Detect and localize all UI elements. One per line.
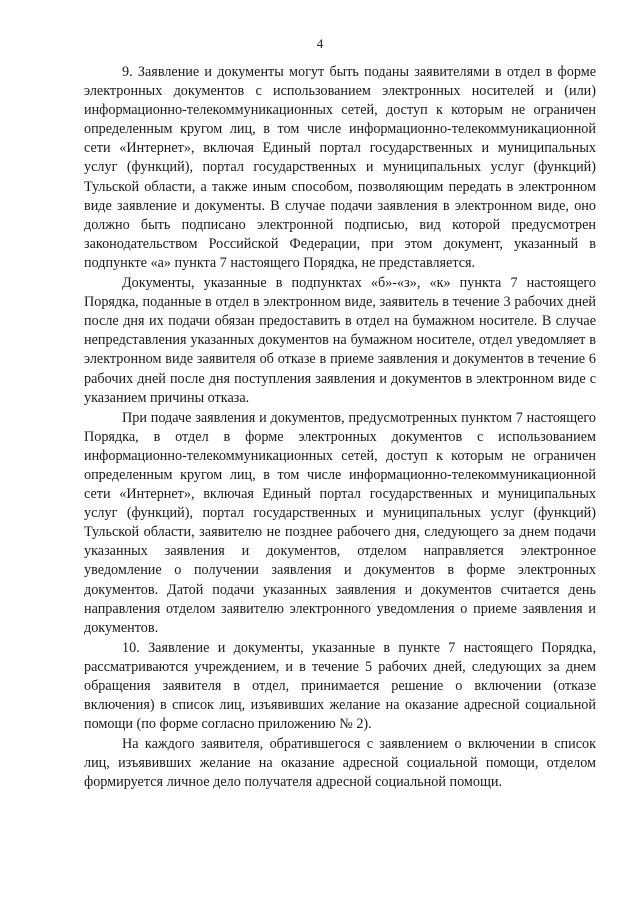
- paragraph-9: 9. Заявление и документы могут быть поданы заявителями в отдел в форме электронных документов с использованием электронных носителей и (или) информационно-телекоммуникационных сетей, доступ к которым не ограничен определенным кругом лиц, в том числе информационно-телекоммуникационной сети «Интернет», включая Единый портал государственных и муниципальных услуг (функций), портал государственных и муниципальных услуг (функций) Тульской области, а также иным способом, позволяющим передать в электронном виде заявление и документы. В случае подачи заявления в электронном виде, оно должно быть подписано электронной подписью, вид которой предусмотрен законодательством Российской Федерации, при этом документ, указанный в подпункте «а» пункта 7 настоящего Порядка, не представляется.: [84, 64, 596, 271]
- paragraph-9-documents-paper: Документы, указанные в подпунктах «б»-«з», «к» пункта 7 настоящего Порядка, поданные в отдел в электронном виде, заявитель в течение 3 рабочих дней после дня их подачи обязан предоставить в отдел на бумажном носителе. В случае непредставления указанных документов на бумажном носителе, отдел уведомляет в электронном виде заявителя об отказе в приеме заявления и документов в течение 6 рабочих дней после дня поступления заявления и документов в электронном виде с указанием причины отказа.: [84, 275, 596, 406]
- paragraph-10: 10. Заявление и документы, указанные в пункте 7 настоящего Порядка, рассматриваются учреждением, и в течение 5 рабочих дней, следующих за днем обращения заявителя в отдел, принимается решение о включении (отказе включения) в список лиц, изъявивших желание на оказание адресной социальной помощи (по форме согласно приложению № 2).: [84, 639, 596, 733]
- document-body: [84, 63, 596, 793]
- paragraph-9-electronic-notice: При подаче заявления и документов, предусмотренных пунктом 7 настоящего Порядка, в отдел в форме электронных документов с использованием информационно-телекоммуникационных сетей, доступ к которым не ограничен определенным кругом лиц, в том числе информационно-телекоммуникационной сети «Интернет», включая Единый портал государственных и муниципальных услуг (функций), портал государственных и муниципальных услуг (функций) Тульской области, заявителю не позднее рабочего дня, следующего за днем подачи указанных заявления и документов, отделом направляется электронное уведомление о получении заявления и документов в форме электронных документов. Датой подачи указанных заявления и документов считается день направления отделом заявителю электронного уведомления о приеме заявления и документов.: [84, 409, 596, 636]
- paragraph-10-personal-file: На каждого заявителя, обратившегося с заявлением о включении в список лиц, изъявивших желание на оказание адресной социальной помощи, отделом формируется личное дело получателя адресной социальной помощи.: [84, 736, 596, 791]
- page-number: 4: [316, 36, 324, 51]
